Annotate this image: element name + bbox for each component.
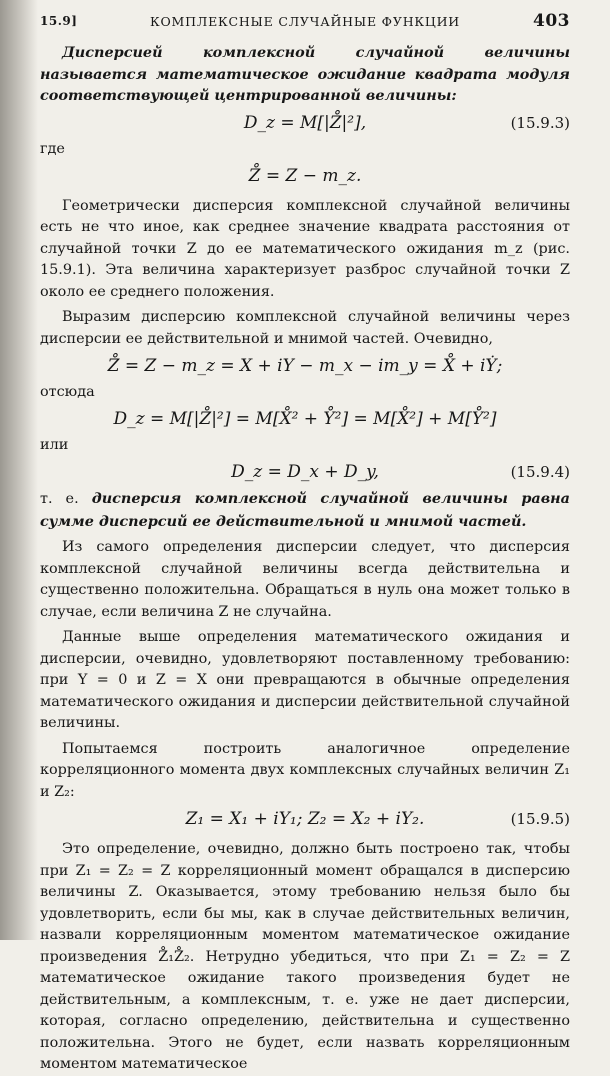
equation-number: (15.9.5) [510, 810, 570, 828]
equation-formula: D_z = D_x + D_y, [231, 462, 379, 482]
text-te: т. е. [40, 491, 79, 507]
equation-15-9-4 [40, 456, 570, 488]
equation-decomposition [40, 350, 570, 382]
equation-number: (15.9.4) [510, 463, 570, 481]
equation-formula: D_z = M[|Z̊|²] = M[X̊² + Y̊²] = M[X̊²] + M[Y̊²] [113, 409, 497, 429]
equation-formula: Z̊ = Z − m_z. [248, 165, 362, 186]
equation-expectation [40, 403, 570, 435]
paragraph-correlation-definition: Это определение, очевидно, должно быть построено так, чтобы при Z₁ = Z₂ = Z корреляционный момент обращался в дисперсию величины Z. Оказывается, этому требованию нельзя было бы удовлетворить, если бы мы, как в случае действительных величин, назвали корреляционным моментом математическое ожидание произведения Z̊₁Z̊₂. Нетрудно убедиться, что при Z₁ = Z₂ = Z математическое ожидание такого произведения будет не действительным, а комплексным, т. е. уже не дает дисперсии, которая, согласно определению, действительна и существенно положительна. Этого не будет, если назвать корреляционным моментом математическое [40, 841, 570, 1072]
equation-15-9-3 [40, 107, 570, 139]
paragraph-express-variance: Выразим дисперсию комплексной случайной величины через дисперсии ее действительной и мнимой частей. Очевидно, [40, 309, 570, 347]
word-where: где [40, 140, 65, 157]
statement-sum-of-variances [40, 488, 570, 533]
equation-number: (15.9.3) [510, 113, 570, 132]
definition-variance: Дисперсией комплексной случайной величины называется математическое ожидание квадрата модуля соответствующей центрированной величины: [40, 44, 570, 104]
word-or: или [40, 437, 69, 453]
paragraph-geometric-meaning: Геометрически дисперсия комплексной случайной величины есть не что иное, как среднее значение квадрата расстояния от случайной точки Z до ее математического ожидания m_z (рис. 15.9.1). Эта величина характеризует разброс случайной точки Z около ее среднего положения. [40, 197, 570, 300]
page-number: 403 [533, 11, 570, 31]
running-title: КОМПЛЕКСНЫЕ СЛУЧАЙНЫЕ ФУНКЦИИ [150, 14, 460, 29]
section-number: 15.9] [40, 14, 78, 28]
equation-15-9-5 [40, 803, 570, 835]
equation-centered [40, 160, 570, 192]
word-hence: отсюда [40, 384, 95, 400]
equation-formula: D_z = M[|Z̊|²], [243, 112, 367, 133]
paragraph-real-positive: Из самого определения дисперсии следует, что дисперсия комплексной случайной величины всегда действительна и существенно положительна. Обращаться в нуль она может только в случае, если величина Z не случайна. [40, 539, 570, 620]
definition-sum: дисперсия комплексной случайной величины равна сумме дисперсий ее действительной и мнимой частей. [40, 490, 571, 530]
running-header [40, 12, 570, 38]
paragraph-requirement: Данные выше определения математического ожидания и дисперсии, очевидно, удовлетворяют поставленному требованию: при Y = 0 и Z = X они превращаются в обычные определения математического ожидания и дисперсии действительной случайной величины. [40, 629, 570, 731]
equation-formula: Z̊ = Z − m_z = X + iY − m_x − im_y = X̊ + iẎ; [107, 356, 503, 376]
paragraph-correlation-attempt: Попытаемся построить аналогичное определение корреляционного момента двух комплексных случайных величин Z₁ и Z₂: [40, 740, 570, 800]
equation-formula: Z₁ = X₁ + iY₁; Z₂ = X₂ + iY₂. [185, 809, 425, 829]
